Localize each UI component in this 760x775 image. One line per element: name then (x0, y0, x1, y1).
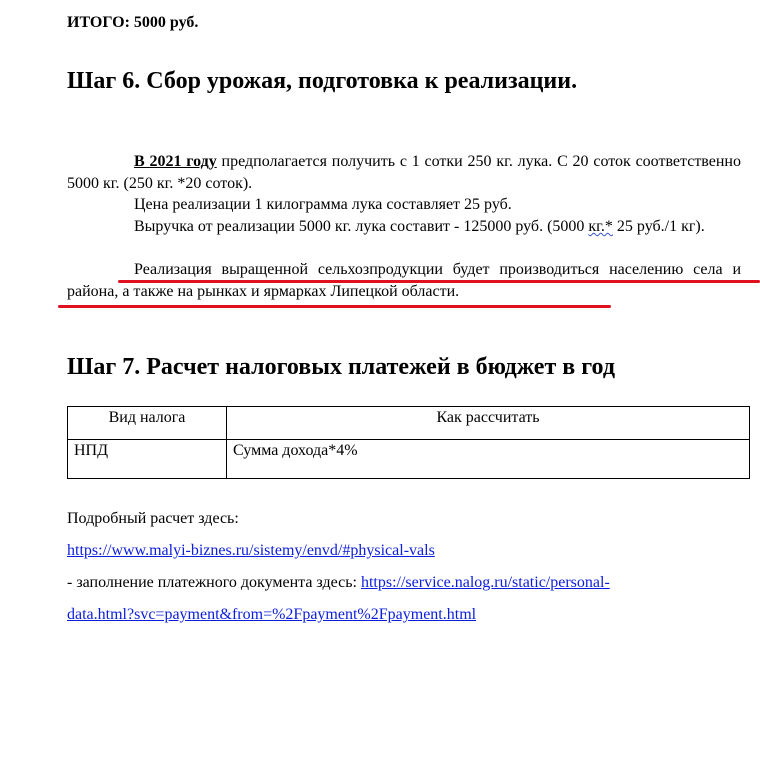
step6-paragraph-revenue (67, 216, 741, 238)
step6-heading: Шаг 6. Сбор урожая, подготовка к реализации. (67, 68, 578, 94)
tax-table (67, 406, 750, 479)
table-header-row (68, 407, 750, 440)
yield-text: предполагается получить с 1 сотки 250 кг. лука. С 20 соток соответственно 5000 кг. (250 кг. *20 соток). (67, 153, 741, 192)
red-annotation-line-2 (58, 305, 611, 308)
step6-paragraph-sales: Реализация выращенной сельхозпродукции будет производиться населению села и района, а также на рынках и ярмарках Липецкой области. (67, 261, 741, 300)
table-header-cell: Как рассчитать (227, 407, 750, 440)
total-cost: ИТОГО: 5000 руб. (67, 14, 199, 31)
payment-link[interactable]: https://service.nalog.ru/static/personal- (360, 574, 610, 591)
payment-label: - заполнение платежного документа здесь: (67, 574, 361, 591)
table-cell: Сумма дохода*4% (227, 440, 750, 479)
table-cell: НПД (68, 440, 227, 479)
step6-paragraph-yield (67, 151, 741, 194)
payment-link-line-2 (67, 606, 476, 624)
spellcheck-mark: кг.* (588, 218, 613, 235)
payment-line (67, 574, 610, 592)
table-row (68, 440, 750, 479)
red-annotation-line-1 (118, 280, 760, 283)
revenue-text: Выручка от реализации 5000 кг. лука составит - 125000 руб. (5000 (134, 218, 589, 235)
year-highlight: В 2021 году (134, 153, 217, 170)
step7-heading: Шаг 7. Расчет налоговых платежей в бюджет в год (67, 354, 615, 380)
step6-paragraph-price: Цена реализации 1 килограмма лука составляет 25 руб. (134, 196, 512, 213)
table-header-cell: Вид налога (68, 407, 227, 440)
detail-link[interactable]: https://www.malyi-biznes.ru/sistemy/envd/#physical-vals (67, 542, 435, 559)
detail-link-line (67, 542, 435, 560)
payment-link-continued[interactable]: data.html?svc=payment&from=%2Fpayment%2Fpayment.html (67, 606, 477, 623)
revenue-text-end: 25 руб./1 кг). (612, 218, 705, 235)
detail-label: Подробный расчет здесь: (67, 510, 239, 527)
